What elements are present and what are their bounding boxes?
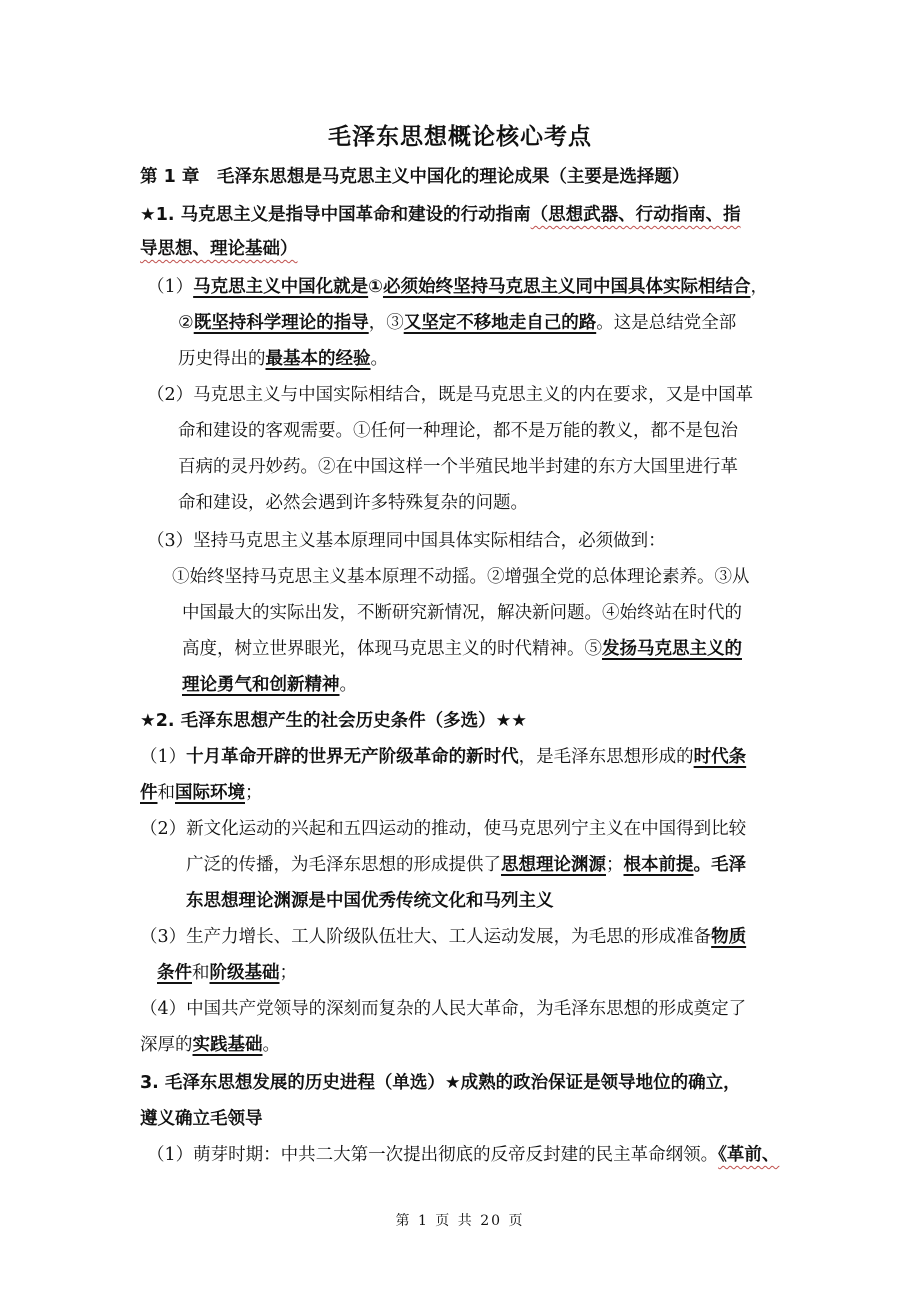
s2-item-3-line-1-b: 物质 <box>711 927 747 947</box>
section-1-heading-text: ★1. 马克思主义是指导中国革命和建设的行动指南 <box>140 205 531 225</box>
s2-item-3-line-2-d: ； <box>279 963 297 983</box>
s1-item-3-line-5-b: 。 <box>339 675 357 695</box>
chapter-heading: 第 1 章 毛泽东思想是马克思主义中国化的理论成果（主要是选择题） <box>140 167 690 187</box>
s1-item-1-j: 历史得出的 <box>178 349 266 369</box>
s2-item-1-line-1 <box>140 740 746 774</box>
s1-item-1-i: 。这是总结党全部 <box>596 313 737 333</box>
s2-item-1-h: ； <box>245 783 263 803</box>
s2-item-1-f: 和 <box>157 783 175 803</box>
section-1-heading-wavy-2: 导思想、理论基础） <box>140 239 298 259</box>
s1-item-3-line-4-a: 高度，树立世界眼光，体现马克思主义的时代精神。⑤ <box>182 639 602 659</box>
s1-item-3-line-5 <box>182 668 357 702</box>
page-footer: 第 1 页 共 20 页 <box>395 1213 525 1229</box>
s2-item-4-line-2-a: 深厚的 <box>140 1035 193 1055</box>
s1-item-1-c: 必须始终坚持马克思主义同中国具体实际相结合 <box>382 277 751 297</box>
s2-item-1-a: （1） <box>140 747 187 767</box>
s2-item-2-line-2-c: ； <box>606 855 624 875</box>
s1-item-2-line-1: （2）马克思主义与中国实际相结合，既是马克思主义的内在要求，又是中国革 <box>147 385 754 405</box>
s2-item-3-line-2-a: 条件 <box>157 963 192 983</box>
s1-item-1-e: ② <box>178 313 194 333</box>
s2-item-2-line-2-e: 。毛泽 <box>693 855 746 875</box>
s2-item-2-line-3: 东思想理论渊源是中国优秀传统文化和马列主义 <box>186 891 554 911</box>
page-title: 毛泽东思想概论核心考点 <box>328 124 592 150</box>
s2-item-1-b: 十月革命开辟的世界无产阶级革命的新时代 <box>186 747 519 767</box>
s3-item-1-a: （1）萌芽时期：中共二大第一次提出彻底的反帝反封建的民主革命纲领。 <box>147 1145 719 1165</box>
s2-item-4-line-2-b: 实践基础 <box>192 1035 263 1055</box>
s1-item-1-line-2 <box>178 306 736 340</box>
section-1-heading-wavy: （思想武器、行动指南、指 <box>530 205 741 225</box>
s1-item-3-line-4 <box>182 632 742 666</box>
s1-item-1-f: 既坚持科学理论的指导 <box>193 313 369 333</box>
s2-item-3-line-1 <box>140 920 746 954</box>
s2-item-1-e: 件 <box>140 783 158 803</box>
s1-item-3-line-1: （3）坚持马克思主义基本原理同中国具体实际相结合，必须做到： <box>147 531 666 551</box>
s2-item-4-line-1: （4）中国共产党领导的深刻而复杂的人民大革命，为毛泽东思想的形成奠定了 <box>140 999 747 1019</box>
s2-item-3-line-2 <box>157 956 297 990</box>
section-1-heading <box>140 198 741 232</box>
s1-item-2-line-4: 命和建设，必然会遇到许多特殊复杂的问题。 <box>178 493 528 513</box>
s1-item-1-line-1 <box>147 270 768 304</box>
s3-item-1-line-1 <box>147 1138 779 1172</box>
s2-item-1-d: 时代条 <box>693 747 747 767</box>
s1-item-3-line-5-a: 理论勇气和创新精神 <box>182 675 340 695</box>
s2-item-4-line-2-c: 。 <box>262 1035 280 1055</box>
s3-item-1-b: 《革前、 <box>718 1145 780 1165</box>
s1-item-2-line-3: 百病的灵丹妙药。②在中国这样一个半殖民地半封建的东方大国里进行革 <box>178 457 738 477</box>
s2-item-4-line-2 <box>140 1028 280 1062</box>
s2-item-2-line-1: （2）新文化运动的兴起和五四运动的推动，使马克思列宁主义在中国得到比较 <box>140 819 747 839</box>
s1-item-1-h: 又坚定不移地走自己的路 <box>403 313 597 333</box>
s1-item-1-num: （1） <box>147 277 194 297</box>
s2-item-2-line-2 <box>186 848 746 882</box>
section-3-heading-line-1: 3. 毛泽东思想发展的历史进程（单选）★成熟的政治保证是领导地位的确立， <box>140 1073 741 1093</box>
s1-item-3-line-3: 中国最大的实际出发，不断研究新情况，解决新问题。④始终站在时代的 <box>182 603 742 623</box>
section-3-heading-line-2: 遵义确立毛领导 <box>140 1109 263 1129</box>
s2-item-1-g: 国际环境 <box>175 783 245 803</box>
s1-item-1-a: 马克思主义中国化就是 <box>193 277 369 297</box>
s1-item-3-line-4-b: 发扬马克思主义的 <box>602 639 742 659</box>
s2-item-1-line-2 <box>140 776 263 810</box>
section-1-heading-cont <box>140 232 298 266</box>
s2-item-3-line-1-a: （3）生产力增长、工人阶级队伍壮大、工人运动发展，为毛思的形成准备 <box>140 927 712 947</box>
s1-item-1-k: 最基本的经验 <box>265 349 371 369</box>
s1-item-1-line-3 <box>178 342 388 376</box>
s1-item-3-line-2: ①始终坚持马克思主义基本原理不动摇。②增强全党的总体理论素养。③从 <box>172 567 750 587</box>
s1-item-2-line-2: 命和建设的客观需要。①任何一种理论，都不是万能的教义，都不是包治 <box>178 421 738 441</box>
s2-item-3-line-2-c: 阶级基础 <box>209 963 280 983</box>
s1-item-1-g: ，③ <box>368 313 404 333</box>
s2-item-2-line-2-d: 根本前提 <box>623 855 694 875</box>
s2-item-1-c: ，是毛泽东思想形成的 <box>518 747 694 767</box>
s1-item-1-d: ， <box>750 277 768 297</box>
s2-item-3-line-2-b: 和 <box>192 963 210 983</box>
s2-item-2-line-2-a: 广泛的传播，为毛泽东思想的形成提供了 <box>186 855 501 875</box>
s1-item-1-b: ① <box>368 277 383 297</box>
section-2-heading: ★2. 毛泽东思想产生的社会历史条件（多选）★★ <box>140 711 527 731</box>
s2-item-2-line-2-b: 思想理论渊源 <box>501 855 606 875</box>
s1-item-1-l: 。 <box>370 349 388 369</box>
